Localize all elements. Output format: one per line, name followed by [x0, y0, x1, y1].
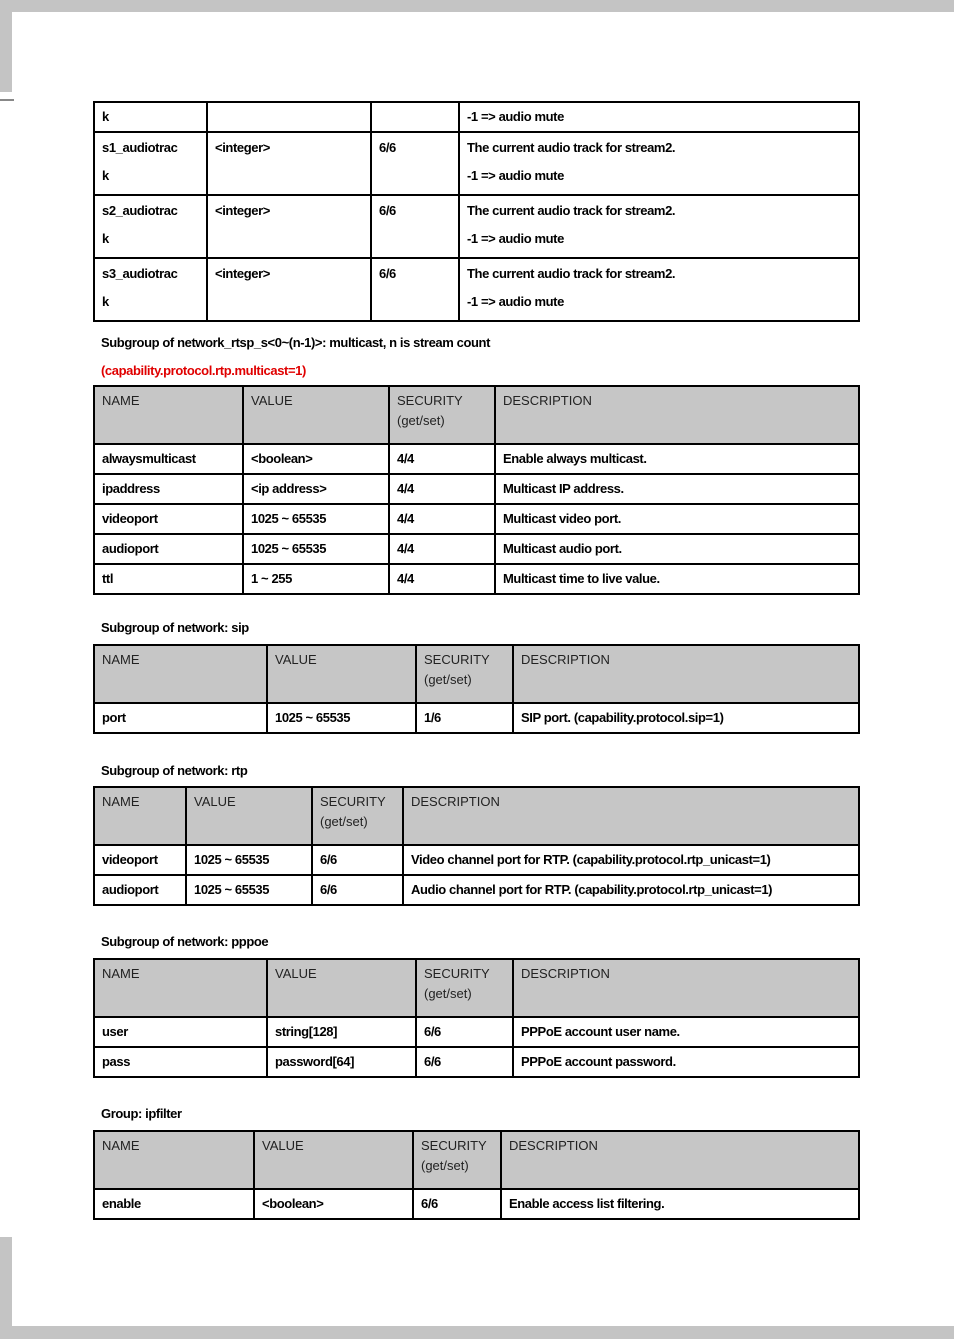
table-row: [94, 1047, 859, 1077]
rtp-table: [93, 786, 860, 906]
page-frame-left-bottom: [0, 1237, 12, 1339]
page-frame-bottom: [0, 1326, 954, 1339]
table-row: [94, 845, 859, 875]
param-security: 4/4: [389, 504, 495, 534]
param-value: string[128]: [267, 1017, 416, 1047]
sip-table: [93, 644, 860, 734]
param-security: 6/6: [371, 195, 459, 258]
header-name: NAME: [94, 1131, 254, 1189]
table-header-row: [94, 386, 859, 444]
header-value: VALUE: [186, 787, 312, 845]
param-value: 1025 ~ 65535: [243, 504, 389, 534]
param-value: 1025 ~ 65535: [186, 845, 312, 875]
param-security: 6/6: [312, 875, 403, 905]
param-value: <integer>: [207, 195, 371, 258]
table-row: [94, 102, 859, 132]
param-name: ttl: [94, 564, 243, 594]
param-name: audioport: [94, 534, 243, 564]
param-security: 6/6: [371, 132, 459, 195]
table-row: [94, 195, 859, 258]
param-name: videoport: [94, 845, 186, 875]
header-description: DESCRIPTION: [403, 787, 859, 845]
param-security: 6/6: [416, 1047, 513, 1077]
header-name: NAME: [94, 386, 243, 444]
param-description: Enable access list filtering.: [501, 1189, 859, 1219]
param-security: 6/6: [413, 1189, 501, 1219]
param-value: 1025 ~ 65535: [267, 703, 416, 733]
param-description: The current audio track for stream2. -1 => audio mute: [459, 132, 859, 195]
param-security: 6/6: [371, 258, 459, 321]
param-description: The current audio track for stream2. -1 => audio mute: [459, 195, 859, 258]
header-name: NAME: [94, 787, 186, 845]
table-row: [94, 875, 859, 905]
pppoe-heading: Subgroup of network: pppoe: [101, 934, 269, 949]
param-description: Audio channel port for RTP. (capability.protocol.rtp_unicast=1): [403, 875, 859, 905]
param-description: The current audio track for stream2. -1 => audio mute: [459, 258, 859, 321]
table-row: [94, 1017, 859, 1047]
param-description: SIP port. (capability.protocol.sip=1): [513, 703, 859, 733]
param-name: s3_audiotrac k: [94, 258, 207, 321]
param-description: PPPoE account user name.: [513, 1017, 859, 1047]
multicast-heading: Subgroup of network_rtsp_s<0~(n-1)>: multicast, n is stream count: [101, 335, 490, 350]
audiotrack-table: [93, 101, 860, 322]
param-value: <ip address>: [243, 474, 389, 504]
param-description: Enable always multicast.: [495, 444, 859, 474]
param-description: PPPoE account password.: [513, 1047, 859, 1077]
table-header-row: [94, 645, 859, 703]
header-value: VALUE: [254, 1131, 413, 1189]
table-row: [94, 258, 859, 321]
param-name: s2_audiotrac k: [94, 195, 207, 258]
page-frame-left-top: [0, 0, 12, 92]
table-header-row: [94, 959, 859, 1017]
table-header-row: [94, 1131, 859, 1189]
header-description: DESCRIPTION: [513, 959, 859, 1017]
header-description: DESCRIPTION: [513, 645, 859, 703]
param-security: 1/6: [416, 703, 513, 733]
sip-heading: Subgroup of network: sip: [101, 620, 249, 635]
page-frame-tick: [0, 99, 14, 101]
param-value: <integer>: [207, 258, 371, 321]
header-name: NAME: [94, 645, 267, 703]
rtp-heading: Subgroup of network: rtp: [101, 763, 248, 778]
param-name: ipaddress: [94, 474, 243, 504]
header-value: VALUE: [243, 386, 389, 444]
header-value: VALUE: [267, 645, 416, 703]
param-security: 4/4: [389, 444, 495, 474]
ipfilter-table: [93, 1130, 860, 1220]
param-name: user: [94, 1017, 267, 1047]
header-name: NAME: [94, 959, 267, 1017]
param-description: -1 => audio mute: [459, 102, 859, 132]
param-value: 1 ~ 255: [243, 564, 389, 594]
param-security: [371, 102, 459, 132]
table-row: [94, 1189, 859, 1219]
param-security: 4/4: [389, 564, 495, 594]
header-description: DESCRIPTION: [501, 1131, 859, 1189]
multicast-capability: (capability.protocol.rtp.multicast=1): [101, 363, 306, 378]
param-name: s1_audiotrac k: [94, 132, 207, 195]
header-security: SECURITY (get/set): [389, 386, 495, 444]
table-row: [94, 132, 859, 195]
param-name: videoport: [94, 504, 243, 534]
param-description: Multicast audio port.: [495, 534, 859, 564]
param-description: Multicast time to live value.: [495, 564, 859, 594]
table-row: [94, 444, 859, 474]
param-security: 6/6: [312, 845, 403, 875]
param-security: 4/4: [389, 474, 495, 504]
param-value: <boolean>: [243, 444, 389, 474]
header-security: SECURITY (get/set): [413, 1131, 501, 1189]
table-header-row: [94, 787, 859, 845]
table-row: [94, 534, 859, 564]
param-security: 6/6: [416, 1017, 513, 1047]
param-value: 1025 ~ 65535: [243, 534, 389, 564]
header-security: SECURITY (get/set): [416, 959, 513, 1017]
param-value: [207, 102, 371, 132]
header-security: SECURITY (get/set): [312, 787, 403, 845]
param-name: k: [94, 102, 207, 132]
param-name: alwaysmulticast: [94, 444, 243, 474]
table-row: [94, 474, 859, 504]
table-row: [94, 504, 859, 534]
table-row: [94, 564, 859, 594]
param-description: Multicast IP address.: [495, 474, 859, 504]
param-description: Video channel port for RTP. (capability.protocol.rtp_unicast=1): [403, 845, 859, 875]
table-row: [94, 703, 859, 733]
param-value: <integer>: [207, 132, 371, 195]
header-value: VALUE: [267, 959, 416, 1017]
param-value: password[64]: [267, 1047, 416, 1077]
param-name: enable: [94, 1189, 254, 1219]
header-description: DESCRIPTION: [495, 386, 859, 444]
ipfilter-heading: Group: ipfilter: [101, 1106, 182, 1121]
param-security: 4/4: [389, 534, 495, 564]
param-description: Multicast video port.: [495, 504, 859, 534]
param-name: port: [94, 703, 267, 733]
multicast-table: [93, 385, 860, 595]
page-frame-top: [0, 0, 954, 12]
header-security: SECURITY (get/set): [416, 645, 513, 703]
param-value: 1025 ~ 65535: [186, 875, 312, 905]
param-name: pass: [94, 1047, 267, 1077]
pppoe-table: [93, 958, 860, 1078]
param-name: audioport: [94, 875, 186, 905]
param-value: <boolean>: [254, 1189, 413, 1219]
